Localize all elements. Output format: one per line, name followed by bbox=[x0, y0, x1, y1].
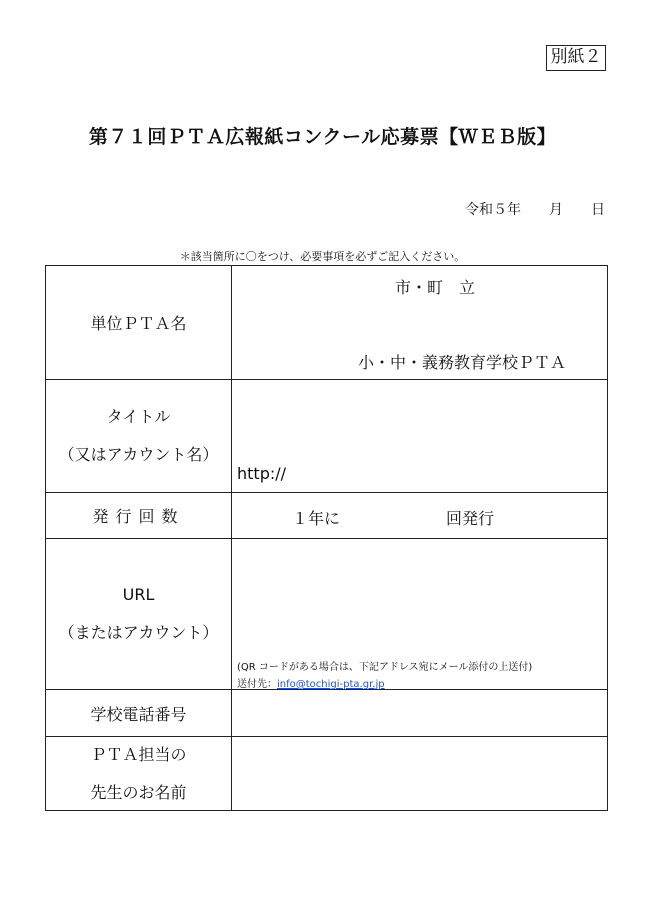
teacher-label-line2: 先生のお名前 bbox=[90, 782, 187, 802]
school-phone-field[interactable] bbox=[232, 690, 607, 736]
row-teacher-name bbox=[46, 736, 607, 810]
send-to-label: 送付先： bbox=[237, 679, 277, 690]
qr-note: (QR コードがある場合は、下記アドレス宛にメール添付の上送付) bbox=[237, 662, 533, 673]
issues-text: 回発行 bbox=[446, 509, 495, 528]
issue-count-label: 発行回数 bbox=[46, 493, 232, 538]
application-form-table bbox=[45, 265, 608, 811]
teacher-label-line1: ＰＴＡ担当の bbox=[90, 744, 187, 764]
date-line: 令和５年 月 日 bbox=[465, 202, 605, 218]
url-field[interactable] bbox=[232, 539, 607, 689]
title-label-line2: （又はアカウント名） bbox=[58, 445, 219, 464]
annex-label: 別紙２ bbox=[546, 45, 606, 71]
url-label-line1: URL bbox=[122, 585, 155, 604]
http-prefix: http:// bbox=[237, 464, 287, 483]
per-year-text: １年に bbox=[292, 509, 341, 528]
send-to-line bbox=[237, 675, 385, 690]
title-field[interactable] bbox=[232, 380, 607, 492]
page-title: 第７１回ＰＴＡ広報紙コンクール応募票【ＷＥＢ版】 bbox=[88, 126, 557, 148]
title-label-line1: タイトル bbox=[106, 407, 171, 426]
city-town-text: 市・町 立 bbox=[395, 278, 476, 297]
teacher-name-label bbox=[46, 737, 232, 810]
instruction-note: ＊該当箇所に〇をつけ、必要事項を必ずご記入ください。 bbox=[179, 250, 466, 263]
school-type-text: 小・中・義務教育学校ＰＴＡ bbox=[358, 353, 567, 372]
title-label bbox=[46, 380, 232, 492]
row-url bbox=[46, 538, 607, 689]
issue-count-field[interactable] bbox=[232, 493, 607, 538]
teacher-name-field[interactable] bbox=[232, 737, 607, 810]
url-label bbox=[46, 539, 232, 689]
url-label-line2: （またはアカウント） bbox=[58, 623, 219, 642]
row-issue-count bbox=[46, 492, 607, 538]
email-link[interactable]: info@tochigi-pta.gr.jp bbox=[277, 679, 385, 690]
row-school-phone bbox=[46, 689, 607, 736]
row-unit-pta-name bbox=[46, 266, 607, 379]
unit-pta-name-field[interactable] bbox=[232, 266, 607, 379]
unit-pta-name-label: 単位ＰＴＡ名 bbox=[46, 266, 232, 379]
school-phone-label: 学校電話番号 bbox=[46, 690, 232, 736]
row-title bbox=[46, 379, 607, 492]
